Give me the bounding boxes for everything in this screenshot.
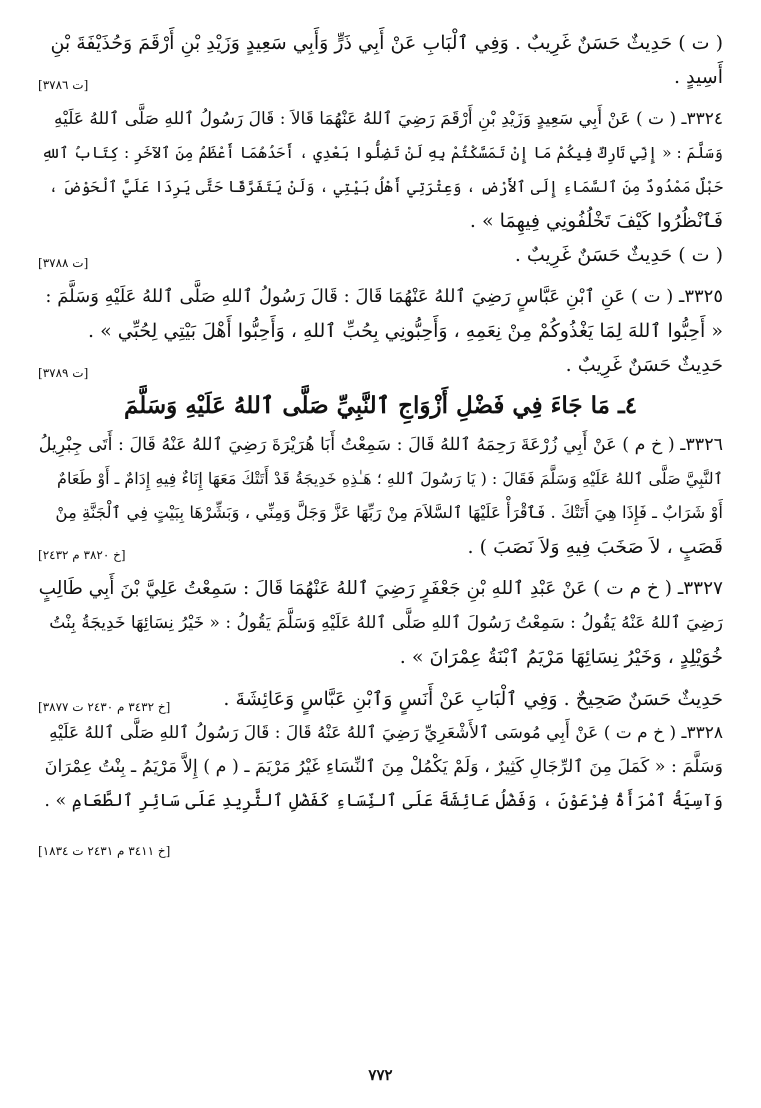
reference-note: [ت ٣٧٨٦] bbox=[38, 78, 89, 92]
text-line: حَدِيثٌ حَسَنٌ صَحِيحٌ . وَفِي ٱلْبَابِ عَنْ أَنَسٍ وَٱبْنِ عَبَّاسٍ وَعَائِشَةَ . bbox=[223, 688, 723, 710]
text-line: وَسَلَّمَ : « كَمَلَ مِنَ ٱلرِّجَالِ كَثِيرٌ ، وَلَمْ يَكْمُلْ مِنَ ٱلنِّسَاءِ غَيْرُ مَرْيَمَ ـ ( م ) إِلاَّ مَرْيَمُ ـ بِنْتُ عِمْرَانَ bbox=[44, 757, 723, 777]
hadith-3326 bbox=[38, 428, 723, 530]
reference-note: [ت ٣٧٨٩] bbox=[38, 366, 89, 380]
text-line: ٣٣٢٥ـ ( ت ) عَنِ ٱبْنِ عَبَّاسٍ رَضِيَ ٱللهُ عَنْهُمَا قَالَ : قَالَ رَسُولُ ٱللهِ صَلَّى ٱللهُ عَلَيْهِ وَسَلَّمَ : bbox=[45, 286, 723, 307]
text-line: ٣٣٢٦ـ ( خ م ) عَنْ أَبِي زُرْعَةَ رَحِمَهُ ٱللهُ قَالَ : سَمِعْتُ أَبَا هُرَيْرَةَ رَضِيَ ٱللهُ عَنْهُ قَالَ : أَتَى جِبْرِيلُ bbox=[38, 435, 723, 455]
reference-note: [خ ٣٤٣٢ م ٢٤٣٠ ت ٣٨٧٧] bbox=[38, 700, 171, 714]
paragraph-1 bbox=[38, 26, 723, 60]
text-line: فَٱنْظُرُوا كَيْفَ تَخْلُفُونِي فِيهِمَا » . bbox=[469, 210, 723, 232]
document-page bbox=[38, 26, 723, 1086]
reference-row-4 bbox=[38, 530, 723, 564]
reference-row-6 bbox=[38, 826, 723, 860]
text-line: ٱلنَّبِيَّ صَلَّى ٱللهُ عَلَيْهِ وَسَلَّمَ فَقَالَ : ( يَا رَسُولَ ٱللهِ ؛ هَـٰذِهِ خَدِيجَةُ قَدْ أَتَتْكَ مَعَهَا إِنَاءٌ فِيهِ إِدَامٌ ـ أَوْ طَعَامٌ bbox=[57, 469, 723, 488]
text-line: ٣٣٢٧ـ ( خ م ت ) عَنْ عَبْدِ ٱللهِ بْنِ جَعْفَرٍ رَضِيَ ٱللهُ عَنْهُمَا قَالَ : سَمِعْتُ عَلِيَّ بْنَ أَبِي طَالِبٍ bbox=[38, 578, 723, 599]
text-line: « أَحِبُّوا ٱللهَ لِمَا يَغْذُوكُمْ مِنْ نِعَمِهِ ، وَأَحِبُّونِي بِحُبِّ ٱللهِ ، وَأَحِبُّوا أَهْلَ بَيْتِي لِحُبِّي » . bbox=[87, 320, 723, 342]
page-number: ٧٧٢ bbox=[368, 1066, 393, 1084]
reference-note: [ت ٣٧٨٨] bbox=[38, 256, 89, 270]
hadith-3325 bbox=[38, 280, 723, 348]
reference-note: [خ ٣٤١١ م ٢٤٣١ ت ١٨٣٤] bbox=[38, 844, 171, 858]
reference-row-3 bbox=[38, 348, 723, 382]
text-line: ( ت ) حَدِيثٌ حَسَنٌ غَرِيبٌ . bbox=[514, 244, 723, 266]
text-line: قَصَبٍ ، لاَ صَخَبَ فِيهِ وَلاَ نَصَبَ ) . bbox=[467, 536, 723, 558]
reference-note: [خ ٣٨٢٠ م ٢٤٣٢] bbox=[38, 548, 126, 562]
text-line: وَسَلَّمَ : « إِنِّي تَارِكٌ فِيكُمْ مَا إِنْ تَمَسَّكْتُمْ بِهِ لَنْ تَضِلُّوا بَعْدِي ، أَحَدُهُمَا أَعْظَمُ مِنَ ٱلآخَرِ : كِتَابُ ٱللهِ bbox=[41, 144, 723, 162]
chapter-heading: ٤ـ مَا جَاءَ فِي فَضْلِ أَزْوَاجِ ٱلنَّبِيِّ صَلَّى ٱللهُ عَلَيْهِ وَسَلَّمَ bbox=[123, 392, 638, 419]
reference-row-5 bbox=[38, 682, 723, 716]
hadith-3328 bbox=[38, 716, 723, 818]
hadith-3324 bbox=[38, 102, 723, 238]
text-line: ٣٣٢٨ـ ( خ م ت ) عَنْ أَبِي مُوسَى ٱلأَشْعَرِيِّ رَضِيَ ٱللهُ عَنْهُ قَالَ : قَالَ رَسُولُ ٱللهِ صَلَّى ٱللهُ عَلَيْهِ bbox=[49, 723, 723, 743]
hadith-3327 bbox=[38, 572, 723, 674]
text-line: أَسِيدٍ . bbox=[674, 66, 723, 88]
text-line: خُوَيْلِدٍ ، وَخَيْرُ نِسَائِهَا مَرْيَمُ ٱبْنَةُ عِمْرَانَ » . bbox=[399, 646, 723, 668]
text-line: ٣٣٢٤ـ ( ت ) عَنْ أَبِي سَعِيدٍ وَزَيْدِ بْنِ أَرْقَمَ رَضِيَ ٱللهُ عَنْهُمَا قَالاَ : قَالَ رَسُولُ ٱللهِ صَلَّى ٱللهُ عَلَيْهِ bbox=[54, 109, 723, 129]
reference-row-1 bbox=[38, 60, 723, 94]
text-line: حَبْلٌ مَمْدُودٌ مِنَ ٱلسَّمَاءِ إِلَى ٱلأَرْضِ ، وَعِتْرَتِي أَهْلُ بَيْتِي ، وَلَنْ يَتَفَرَّقَا حَتَّى يَرِدَا عَلَيَّ ٱلْحَوْضَ ، bbox=[48, 178, 723, 196]
text-line: أَوْ شَرَابٌ ـ فَإِذَا هِيَ أَتَتْكَ . فَٱقْرَأْ عَلَيْهَا ٱلسَّلاَمَ مِنْ رَبِّهَا عَزَّ وَجَلَّ وَمِنِّي ، وَبَشِّرْهَا بِبَيْتٍ فِي ٱلْجَنَّةِ مِنْ bbox=[55, 503, 723, 522]
text-line: رَضِيَ ٱللهُ عَنْهُ يَقُولُ : سَمِعْتُ رَسُولَ ٱللهِ صَلَّى ٱللهُ عَلَيْهِ وَسَلَّمَ يَقُولُ : « خَيْرُ نِسَائِهَا خَدِيجَةُ بِنْتُ bbox=[49, 613, 723, 633]
text-line: ( ت ) حَدِيثٌ حَسَنٌ غَرِيبٌ . وَفِي ٱلْبَابِ عَنْ أَبِي ذَرٍّ وَأَبِي سَعِيدٍ وَزَيْدِ بْنِ أَرْقَمَ وَحُذَيْفَةَ بْنِ bbox=[50, 32, 723, 54]
text-line: حَدِيثٌ حَسَنٌ غَرِيبٌ . bbox=[565, 354, 723, 376]
reference-row-2 bbox=[38, 238, 723, 272]
text-line: وَآسِيَةُ ٱمْرَأَةُ فِرْعَوْنَ ، وَفَضْلُ عَائِشَةَ عَلَى ٱلنِّسَاءِ كَفَضْلِ ٱلثَّرِيدِ عَلَى سَائِرِ ٱلطَّعَامِ » . bbox=[44, 791, 723, 811]
